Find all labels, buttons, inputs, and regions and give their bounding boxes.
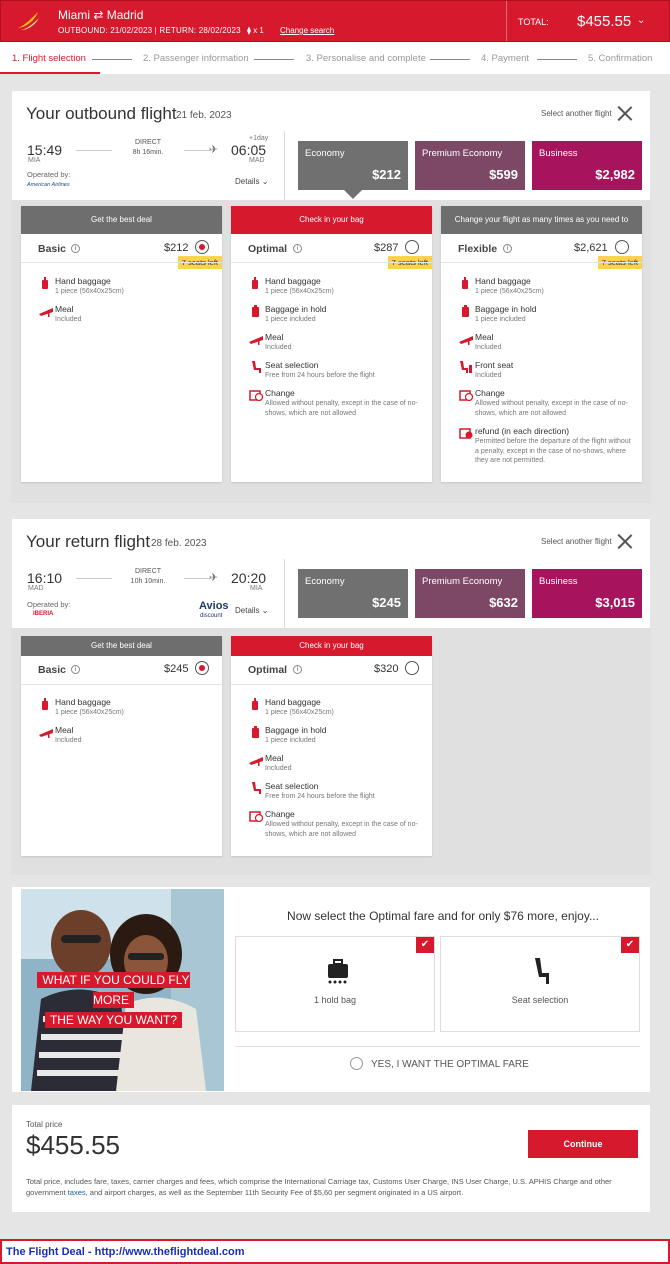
cabin-premium-economy[interactable] [415, 141, 525, 190]
feature-subtitle: Permitted before the departure of the flight without a penalty, except in the case of no-shows, where they are not permitted. [475, 438, 631, 464]
cabin-economy[interactable] [298, 141, 408, 190]
feature-title: Seat selection [265, 781, 319, 791]
total-amount: $455.55 [577, 13, 632, 30]
divider [441, 262, 642, 263]
feature-title: Hand baggage [475, 276, 531, 286]
seat-icon [249, 361, 263, 373]
route-line [76, 578, 112, 579]
person-icon: ⧫ [247, 26, 251, 35]
change-icon [249, 389, 263, 401]
hand-baggage-icon [249, 277, 263, 289]
direct-label: DIRECT [134, 139, 162, 146]
total-price-note [26, 1176, 636, 1198]
feature-title: Front seat [475, 360, 514, 370]
chevron-down-icon: ⌄ [261, 177, 269, 186]
feature-subtitle: Included [475, 344, 502, 351]
fare-card-flexible[interactable] [441, 206, 642, 482]
active-step-underline [0, 72, 100, 74]
check-icon: ✔ [416, 937, 434, 953]
american-airlines-logo: American Airlines [27, 182, 70, 188]
hand-baggage-icon [39, 698, 53, 710]
info-icon[interactable]: i [293, 244, 302, 253]
plane-icon: ✈ [209, 572, 219, 584]
feature-title: Meal [55, 304, 74, 314]
flight-duration: 10h 10min. [130, 578, 166, 585]
continue-button[interactable]: Continue [528, 1130, 638, 1158]
feature-title: Meal [265, 753, 284, 763]
outbound-flight-card [12, 91, 650, 200]
fare-name: Basic [38, 664, 67, 676]
feature-subtitle: 1 piece (56x40x25cm) [55, 288, 124, 295]
feature-title: Change [265, 809, 295, 819]
flight-duration: 8h 16min. [132, 149, 164, 156]
seat-icon [249, 782, 263, 794]
hand-baggage-icon [39, 277, 53, 289]
divider [21, 262, 222, 263]
feature-subtitle: Allowed without penalty, except in the case of no-shows, which are not allowed [265, 821, 418, 838]
info-icon[interactable]: i [71, 665, 80, 674]
feature-title: Change [475, 388, 505, 398]
return-title: Your return flight [26, 532, 151, 551]
details-link[interactable] [235, 606, 268, 615]
meal-icon [459, 333, 473, 345]
info-icon[interactable]: i [71, 244, 80, 253]
cabin-name: Economy [305, 576, 345, 587]
optimal-upsell-card [12, 887, 650, 1092]
route-line [184, 150, 212, 151]
upsell-headline [17, 970, 210, 1030]
cabin-price: $2,982 [595, 167, 635, 182]
feature-title: Seat selection [265, 360, 319, 370]
fare-price: $2,621 [574, 242, 608, 254]
feature-title: refund (in each direction) [475, 426, 570, 436]
step-divider [92, 59, 132, 60]
feature-subtitle: Free from 24 hours before the flight [265, 372, 375, 379]
feature-title: Baggage in hold [265, 725, 327, 735]
close-icon[interactable] [617, 105, 633, 121]
hold-bag-option[interactable] [235, 936, 435, 1032]
cabin-price: $632 [489, 595, 518, 610]
cabin-business[interactable] [532, 141, 642, 190]
select-another-flight-link[interactable]: Select another flight [541, 537, 612, 546]
feature-subtitle: Included [475, 372, 502, 379]
option-label: Seat selection [511, 995, 569, 1005]
avios-discount-label: discount [200, 613, 223, 619]
operated-by-label: Operated by: [27, 600, 71, 609]
fare-card-optimal[interactable] [231, 206, 432, 482]
front-seat-icon [459, 361, 473, 373]
cabin-business[interactable] [532, 569, 642, 618]
feature-title: Meal [55, 725, 74, 735]
feature-title: Baggage in hold [475, 304, 537, 314]
arrival-time: 06:05 [231, 142, 267, 158]
route-title: Miami ⇄ Madrid [58, 8, 144, 22]
meal-icon [249, 754, 263, 766]
total-price-card [12, 1105, 650, 1212]
cabin-premium-economy[interactable] [415, 569, 525, 618]
feature-title: Hand baggage [55, 276, 111, 286]
cabin-name: Premium Economy [422, 576, 503, 587]
optimal-fare-radio[interactable] [350, 1057, 363, 1070]
note-text: , and airport charges, as well as the September 11th Security Fee of $5,60 per segment originated in a US airport. [85, 1188, 464, 1197]
direct-label: DIRECT [134, 568, 162, 575]
feature-subtitle: Included [265, 344, 292, 351]
hold-baggage-icon [249, 726, 263, 738]
chevron-down-icon: ⌄ [637, 15, 646, 26]
fare-name: Optimal [248, 664, 288, 676]
chevron-down-icon: ⌄ [261, 606, 269, 615]
top-bar [0, 0, 670, 42]
return-flight-card [12, 519, 650, 628]
cabin-name: Economy [305, 148, 345, 159]
hand-baggage-icon [249, 698, 263, 710]
change-icon [459, 389, 473, 401]
feature-title: Hand baggage [265, 697, 321, 707]
return-date: 28 feb. 2023 [151, 538, 207, 549]
fare-name: Flexible [458, 243, 498, 255]
hold-baggage-icon [249, 305, 263, 317]
feature-subtitle: 1 piece included [265, 316, 316, 323]
cabin-price: $245 [372, 595, 401, 610]
feature-subtitle: Included [265, 765, 292, 772]
meal-icon [249, 333, 263, 345]
hold-baggage-icon [459, 305, 473, 317]
divider [21, 684, 222, 685]
fare-card-optimal[interactable] [231, 636, 432, 856]
refund-icon [459, 427, 473, 439]
airline-logo-icon [15, 10, 41, 32]
trip-dates: OUTBOUND: 21/02/2023 | RETURN: 28/02/2023 [58, 26, 241, 35]
feature-subtitle: 1 piece (56x40x25cm) [265, 709, 334, 716]
feature-subtitle: 1 piece (56x40x25cm) [475, 288, 544, 295]
cabin-price: $599 [489, 167, 518, 182]
divider [284, 559, 285, 628]
fare-price: $212 [164, 242, 189, 254]
option-label: 1 hold bag [313, 995, 357, 1005]
arrival-time: 20:20 [231, 570, 267, 586]
operated-by-label: Operated by: [27, 170, 71, 179]
fare-radio[interactable] [195, 661, 209, 675]
optimal-fare-option-label[interactable]: YES, I WANT THE OPTIMAL FARE [371, 1059, 529, 1070]
total-price-amount: $455.55 [26, 1130, 120, 1160]
feature-subtitle: 1 piece included [265, 737, 316, 744]
fare-banner: Change your flight as many times as you need to [441, 206, 642, 234]
departure-airport: MIA [28, 157, 41, 164]
departure-airport: MAD [28, 585, 44, 592]
passenger-count [247, 26, 264, 35]
meal-icon [39, 726, 53, 738]
select-another-flight-link[interactable]: Select another flight [541, 109, 612, 118]
step-personalise: 3. Personalise and complete [306, 53, 426, 64]
step-confirmation: 5. Confirmation [588, 53, 653, 64]
feature-title: Hand baggage [55, 697, 111, 707]
route-line [184, 578, 212, 579]
feature-subtitle: 1 piece (56x40x25cm) [265, 288, 334, 295]
fare-card-basic[interactable] [21, 206, 222, 482]
page-bottom [0, 1212, 670, 1239]
feature-subtitle: 1 piece (56x40x25cm) [55, 709, 124, 716]
cabin-price: $212 [372, 167, 401, 182]
cabin-name: Business [539, 148, 578, 159]
iberia-logo: IBERIA [33, 611, 54, 617]
outbound-title: Your outbound flight [26, 104, 177, 123]
divider [231, 684, 432, 685]
feature-subtitle: 1 piece included [475, 316, 526, 323]
progress-steps [0, 42, 670, 74]
headline-line-1: WHAT IF YOU COULD FLY MORE [37, 972, 189, 1008]
selected-cabin-arrow [344, 190, 362, 199]
cabin-name: Premium Economy [422, 148, 503, 159]
outbound-date: 21 feb. 2023 [176, 110, 232, 121]
fare-price: $320 [374, 663, 399, 675]
feature-title: Baggage in hold [265, 304, 327, 314]
details-link[interactable] [235, 177, 268, 186]
arrival-airport: MIA [250, 585, 263, 592]
route-line [76, 150, 112, 151]
hold-bag-icon [325, 958, 351, 986]
step-payment: 4. Payment [481, 53, 530, 64]
meal-icon [39, 305, 53, 317]
departure-time: 15:49 [27, 142, 63, 158]
info-icon[interactable]: i [293, 665, 302, 674]
fare-card-basic[interactable] [21, 636, 222, 856]
upsell-title: Now select the Optimal fare and for only $76 more, enjoy... [287, 909, 599, 923]
fare-price: $287 [374, 242, 399, 254]
fare-banner: Get the best deal [21, 636, 222, 656]
fare-banner: Get the best deal [21, 206, 222, 234]
feature-subtitle: Allowed without penalty, except in the case of no-shows, which are not allowed [475, 400, 628, 417]
check-icon: ✔ [621, 937, 639, 953]
seat-selection-option[interactable] [440, 936, 640, 1032]
avios-logo: Avios [199, 600, 229, 612]
note-text: Total price, includes fare, taxes, carrier charges and fees, which comprise the International Carriage tax, Customs User Charge, INS User Charge, U.S. APHIS Charge and other government [26, 1177, 612, 1197]
watermark-footer [0, 1239, 670, 1264]
fare-banner: Check in your bag [231, 206, 432, 234]
step-passenger-information: 2. Passenger information [143, 53, 249, 64]
total-label: TOTAL: [518, 17, 549, 27]
details-label: Details [235, 606, 260, 615]
arrival-airport: MAD [249, 157, 265, 164]
feature-title: Meal [265, 332, 284, 342]
feature-title: Hand baggage [265, 276, 321, 286]
total-price-label: Total price [26, 1120, 63, 1129]
passenger-count-label: x 1 [253, 26, 264, 35]
feature-subtitle: Included [55, 737, 82, 744]
info-icon[interactable]: i [503, 244, 512, 253]
step-divider [430, 59, 470, 60]
taxes-link[interactable]: taxes [67, 1188, 86, 1197]
step-flight-selection: 1. Flight selection [12, 53, 86, 64]
seat-icon [531, 956, 551, 986]
fare-banner: Check in your bag [231, 636, 432, 656]
departure-time: 16:10 [27, 570, 63, 586]
footer-text: The Flight Deal - http://www.theflightdeal.com [6, 1246, 245, 1258]
plus-day-label: +1day [249, 135, 269, 142]
plane-icon: ✈ [209, 144, 219, 156]
total-dropdown[interactable] [506, 1, 670, 41]
cabin-name: Business [539, 576, 578, 587]
divider [235, 1046, 640, 1047]
details-label: Details [235, 177, 260, 186]
headline-line-2: THE WAY YOU WANT? [45, 1012, 182, 1028]
fare-radio[interactable] [405, 661, 419, 675]
fare-price: $245 [164, 663, 189, 675]
feature-title: Meal [475, 332, 494, 342]
divider [231, 262, 432, 263]
cabin-economy[interactable] [298, 569, 408, 618]
feature-subtitle: Included [55, 316, 82, 323]
divider [284, 131, 285, 200]
feature-title: Change [265, 388, 295, 398]
step-divider [537, 59, 577, 60]
cabin-price: $3,015 [595, 595, 635, 610]
fare-radio[interactable] [405, 240, 419, 254]
step-divider [254, 59, 294, 60]
fare-name: Basic [38, 243, 67, 255]
fare-radio[interactable] [615, 240, 629, 254]
change-icon [249, 810, 263, 822]
fare-name: Optimal [248, 243, 288, 255]
feature-subtitle: Free from 24 hours before the flight [265, 793, 375, 800]
hand-baggage-icon [459, 277, 473, 289]
close-icon[interactable] [617, 533, 633, 549]
fare-radio[interactable] [195, 240, 209, 254]
feature-subtitle: Allowed without penalty, except in the case of no-shows, which are not allowed [265, 400, 418, 417]
change-search-link[interactable]: Change search [280, 26, 335, 35]
